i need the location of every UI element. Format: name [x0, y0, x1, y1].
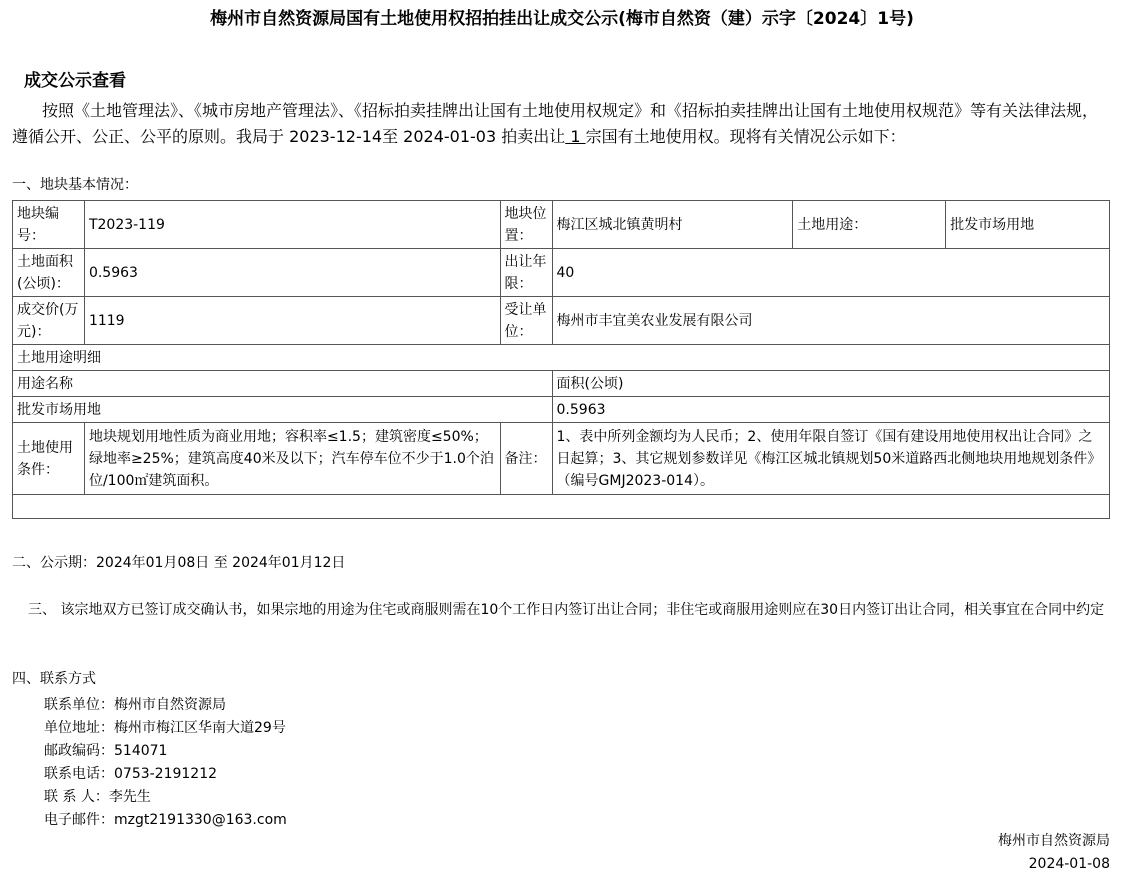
area-label: 土地面积(公顷)：	[13, 249, 85, 297]
price-value: 1119	[84, 297, 500, 345]
use-value: 批发市场用地	[946, 201, 1110, 249]
location-value: 梅江区城北镇黄明村	[552, 201, 793, 249]
price-label: 成交价(万元)：	[13, 297, 85, 345]
table-row	[13, 371, 1110, 397]
row-name: 批发市场用地	[13, 397, 553, 423]
section-4-heading: 四、联系方式	[12, 671, 96, 687]
table-row	[13, 201, 1110, 249]
contact-address: 单位地址：梅州市梅江区华南大道29号	[44, 720, 286, 736]
intro-paragraph	[12, 98, 1108, 150]
contact-person: 联 系 人：李先生	[44, 789, 151, 805]
col-name-header: 用途名称	[13, 371, 553, 397]
signature-org: 梅州市自然资源局	[998, 833, 1110, 849]
contact-phone: 联系电话：0753-2191212	[44, 766, 218, 782]
contact-block	[44, 694, 287, 832]
grantee-value: 梅州市丰宜美农业发展有限公司	[552, 297, 1109, 345]
section-1-heading: 一、地块基本情况：	[12, 177, 138, 193]
contact-postcode: 邮政编码：514071	[44, 743, 168, 759]
section-2-text: 二、公示期：2024年01月08日 至 2024年01月12日	[12, 555, 346, 571]
section-3-text: 三、 该宗地双方已签订成交确认书，如果宗地的用途为住宅或商服则需在10个工作日内签订出让合同；非住宅或商服用途则应在30日内签订出让合同，相关事宜在合同中约定	[28, 602, 1105, 618]
signature-block	[998, 830, 1110, 876]
row-area: 0.5963	[552, 397, 1109, 423]
empty-row	[13, 495, 1110, 519]
table-row	[13, 345, 1110, 371]
remark-value: 1、表中所列金额均为人民币；2、使用年限自签订《国有建设用地使用权出让合同》之日起算；3、其它规划参数详见《梅江区城北镇规划50米道路西北侧地块用地规划条件》（编号GMJ2023-014）。	[552, 423, 1109, 495]
signature-date: 2024-01-08	[1028, 856, 1110, 872]
contact-email: 电子邮件：mzgt2191330@163.com	[44, 812, 287, 828]
parcel-no-label: 地块编号：	[13, 201, 85, 249]
table-row	[13, 423, 1110, 495]
contact-unit: 联系单位：梅州市自然资源局	[44, 697, 226, 713]
parcel-no-value: T2023-119	[84, 201, 500, 249]
section-heading: 成交公示查看	[24, 71, 126, 91]
area-value: 0.5963	[84, 249, 500, 297]
intro-text-1: 按照《土地管理法》、《城市房地产管理法》、《招标拍卖挂牌出让国有土地使用权规定》和《招标拍卖挂牌出让国有土地使用权规范》等有关法律法规，遵循公开、公正、公平的原则。我局于 2023-12-14至 2024-01-03 拍卖出让	[12, 101, 1099, 146]
location-label: 地块位置：	[500, 201, 552, 249]
page-title: 梅州市自然资源局国有土地使用权招拍挂出让成交公示(梅市自然资（建）示字〔2024〕1号)	[210, 9, 914, 29]
term-label: 出让年限：	[500, 249, 552, 297]
intro-text-2: 宗国有土地使用权。现将有关情况公示如下：	[585, 127, 906, 146]
cond-value: 地块规划用地性质为商业用地；容积率≤1.5；建筑密度≤50%；绿地率≥25%；建筑高度40米及以下；汽车停车位不少于1.0个泊位/100㎡建筑面积。	[84, 423, 500, 495]
use-label: 土地用途：	[793, 201, 946, 249]
remark-label: 备注：	[500, 423, 552, 495]
grantee-label: 受让单位：	[500, 297, 552, 345]
term-value: 40	[552, 249, 1109, 297]
cond-label: 土地使用条件：	[13, 423, 85, 495]
col-area-header: 面积(公顷)	[552, 371, 1109, 397]
table-row	[13, 495, 1110, 519]
table-row	[13, 249, 1110, 297]
parcel-table	[12, 200, 1110, 519]
table-row	[13, 397, 1110, 423]
detail-label: 土地用途明细	[13, 345, 1110, 371]
table-row	[13, 297, 1110, 345]
parcel-count: 1	[565, 127, 586, 146]
